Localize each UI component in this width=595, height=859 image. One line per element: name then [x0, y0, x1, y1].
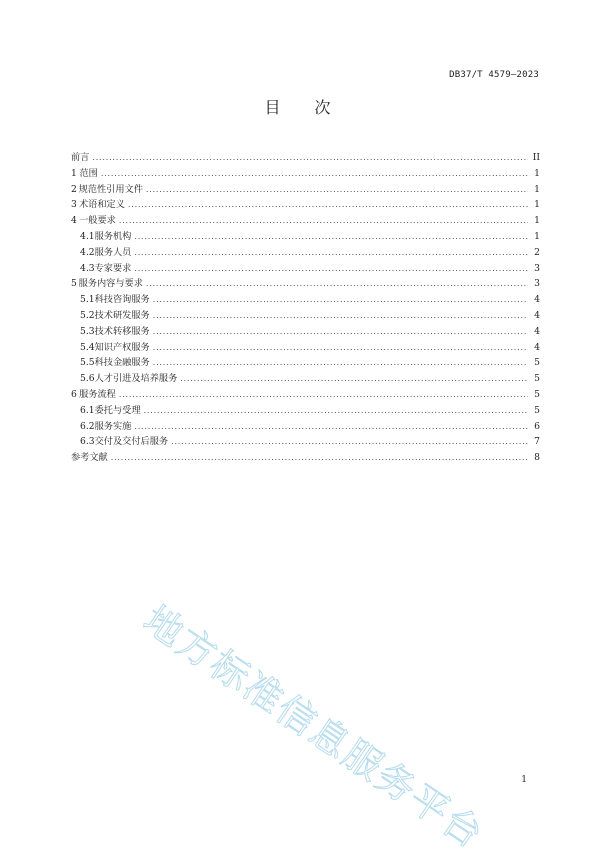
toc-entry-page: 7: [534, 436, 540, 448]
toc-entry-page: 3: [534, 278, 540, 290]
page-title: 目次: [264, 98, 365, 117]
toc-entry[interactable]: [71, 292, 540, 308]
toc-entry-number: 6: [71, 388, 77, 400]
toc-entry-label: 一般要求: [79, 215, 116, 227]
toc-entry-label: 技术研发服务: [94, 309, 150, 321]
toc-entry-number: 5: [71, 278, 77, 290]
page-number: 1: [521, 775, 527, 785]
toc-entry-page: 8: [534, 452, 540, 464]
toc-entry-page: 1: [534, 167, 540, 179]
dot-leader: [146, 182, 528, 198]
toc-entry-page: 4: [534, 325, 540, 337]
toc-entry-label: 服务机构: [94, 230, 132, 242]
toc-entry-page: 4: [534, 309, 540, 321]
toc-entry-label: 术语和定义: [78, 199, 125, 211]
toc-entry-label: 科技金融服务: [94, 357, 150, 369]
toc-entry-number: 5.4: [80, 341, 95, 353]
toc-entry[interactable]: [71, 434, 540, 450]
document-code: DB37/T 4579—2023: [449, 70, 539, 80]
toc-entry-number: 2: [71, 183, 77, 195]
dot-leader: [153, 355, 528, 371]
toc-entry[interactable]: [71, 355, 540, 371]
toc-entry-label: 规范性引用文件: [78, 183, 143, 195]
table-of-contents: [71, 150, 540, 466]
toc-entry-label: 科技咨询服务: [94, 294, 150, 306]
toc-entry-number: 5.5: [80, 357, 95, 369]
toc-entry[interactable]: [71, 245, 540, 261]
toc-entry-label: 交付及交付后服务: [94, 436, 169, 448]
toc-entry[interactable]: [71, 387, 540, 403]
dot-leader: [153, 308, 528, 324]
toc-entry-label: 技术转移服务: [94, 325, 150, 337]
dot-leader: [144, 403, 528, 419]
toc-entry-page: 5: [534, 357, 540, 369]
toc-entry-number: 6.1: [80, 404, 95, 416]
dot-leader: [119, 387, 528, 403]
dot-leader: [119, 213, 528, 229]
toc-entry[interactable]: [71, 308, 540, 324]
toc-entry-label: 专家要求: [94, 262, 132, 274]
toc-entry-page: 1: [534, 215, 540, 227]
dot-leader: [134, 229, 528, 245]
toc-entry[interactable]: [71, 213, 540, 229]
toc-entry-page: 1: [534, 199, 540, 211]
toc-entry-number: 1: [71, 167, 77, 179]
toc-entry[interactable]: [71, 261, 540, 277]
toc-entry-number: 6.3: [80, 436, 95, 448]
toc-entry[interactable]: [71, 450, 540, 466]
dot-leader: [134, 245, 528, 261]
watermark: 地方标准信息服务平台: [135, 597, 492, 858]
toc-entry[interactable]: [71, 324, 540, 340]
dot-leader: [171, 434, 528, 450]
toc-entry-page: 4: [534, 294, 540, 306]
toc-entry-number: 4: [71, 215, 77, 227]
dot-leader: [180, 371, 528, 387]
toc-entry-label: 服务内容与要求: [78, 278, 143, 290]
toc-entry-label: 参考文献: [71, 452, 108, 464]
toc-entry-page: 5: [534, 404, 540, 416]
toc-entry[interactable]: [71, 150, 540, 166]
dot-leader: [111, 450, 528, 466]
toc-entry-page: 5: [534, 373, 540, 385]
toc-entry-number: 3: [71, 199, 77, 211]
toc-entry-page: 3: [534, 262, 540, 274]
toc-entry-page: 1: [534, 230, 540, 242]
dot-leader: [153, 324, 528, 340]
toc-entry[interactable]: [71, 166, 540, 182]
toc-entry[interactable]: [71, 197, 540, 213]
toc-entry[interactable]: [71, 403, 540, 419]
dot-leader: [134, 261, 528, 277]
toc-entry[interactable]: [71, 276, 540, 292]
toc-entry-number: 5.2: [80, 309, 95, 321]
toc-entry-number: 5.1: [80, 294, 95, 306]
toc-entry-label: 前言: [71, 152, 90, 163]
toc-entry-number: 6.2: [80, 420, 95, 432]
dot-leader: [153, 292, 528, 308]
dot-leader: [128, 197, 528, 213]
dot-leader: [153, 340, 528, 356]
toc-entry-page: 5: [534, 388, 540, 400]
toc-entry[interactable]: [71, 419, 540, 435]
toc-entry-page: 1: [534, 183, 540, 195]
toc-entry-number: 4.1: [80, 230, 95, 242]
toc-entry-page: 4: [534, 341, 540, 353]
toc-entry-number: 5.3: [80, 325, 95, 337]
dot-leader: [101, 166, 528, 182]
toc-entry-page: 6: [534, 420, 540, 432]
toc-entry-number: 5.6: [80, 373, 95, 385]
toc-entry-page: II: [532, 152, 540, 163]
toc-entry-label: 服务实施: [94, 420, 132, 432]
toc-entry[interactable]: [71, 182, 540, 198]
toc-entry[interactable]: [71, 229, 540, 245]
dot-leader: [146, 276, 528, 292]
dot-leader: [134, 419, 528, 435]
toc-entry-label: 知识产权服务: [94, 341, 150, 353]
toc-entry-label: 服务人员: [94, 246, 132, 258]
toc-entry-label: 人才引进及培养服务: [94, 373, 178, 385]
toc-entry[interactable]: [71, 340, 540, 356]
toc-entry-label: 范围: [79, 167, 98, 179]
toc-entry-number: 4.3: [80, 262, 95, 274]
dot-leader: [92, 150, 528, 166]
toc-entry[interactable]: [71, 371, 540, 387]
toc-entry-number: 4.2: [80, 246, 95, 258]
toc-entry-label: 委托与受理: [94, 404, 141, 416]
toc-entry-page: 2: [534, 246, 540, 258]
toc-entry-label: 服务流程: [79, 388, 116, 400]
